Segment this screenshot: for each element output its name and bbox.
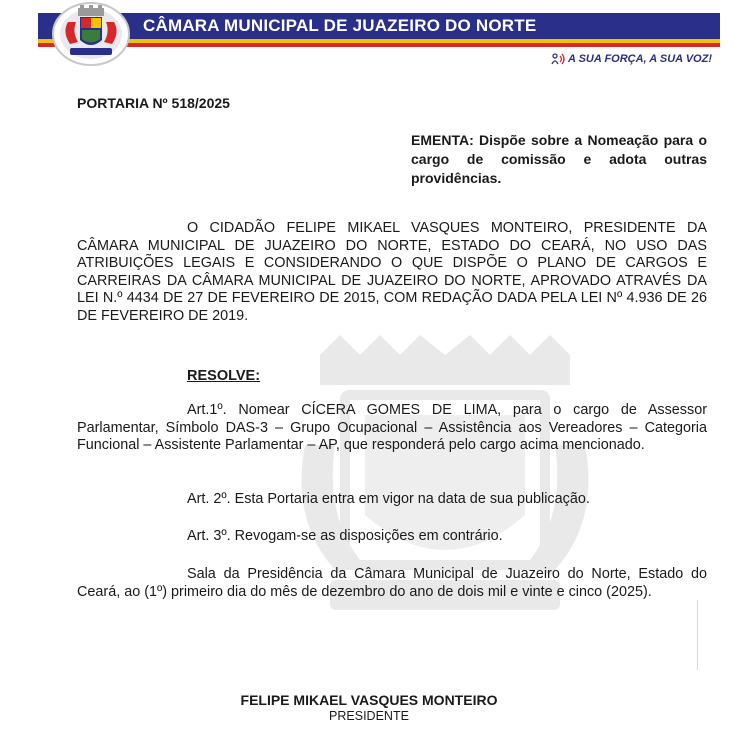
closing-paragraph: Sala da Presidência da Câmara Municipal de Juazeiro do Norte, Estado do Ceará, ao (1º) primeiro dia do mês de dezembro do ano de dois mil e vinte e cinco (2025). — [77, 566, 707, 600]
signatory-role: PRESIDENTE — [329, 709, 409, 723]
header-title: CÂMARA MUNICIPAL DE JUAZEIRO DO NORTE — [143, 16, 537, 35]
people-icon — [551, 53, 565, 65]
margin-line — [697, 600, 698, 670]
resolve-heading: RESOLVE: — [187, 368, 261, 384]
article-3: Art. 3º. Revogam-se as disposições em contrário. — [187, 528, 503, 544]
slogan — [551, 53, 712, 65]
document-title: PORTARIA Nº 518/2025 — [77, 95, 230, 111]
slogan-text: A SUA FORÇA, A SUA VOZ! — [567, 53, 712, 65]
header-stripe-red — [38, 43, 720, 47]
ementa: EMENTA: Dispõe sobre a Nomeação para o cargo de comissão e adota outras providências. — [411, 132, 707, 186]
preamble-paragraph: O CIDADÃO FELIPE MIKAEL VASQUES MONTEIRO, PRESIDENTE DA CÂMARA MUNICIPAL DE JUAZEIRO DO NORTE, ESTADO DO CEARÁ, NO USO DAS ATRIBUIÇÕES LEGAIS E CONSIDERANDO O QUE DISPÕE O PLANO DE CARGOS E CARREIRAS DA CÂMARA MUNICIPAL DE JUAZEIRO DO NORTE, APROVADO ATRAVÉS DA LEI N.º 4434 DE 27 DE FEVEREIRO DE 2015, COM REDAÇÃO DADA PELA LEI Nº 4.936 DE 26 DE FEVEREIRO DE 2019. — [77, 220, 707, 324]
municipal-seal-logo — [52, 2, 130, 66]
article-2: Art. 2º. Esta Portaria entra em vigor na data de sua publicação. — [187, 491, 590, 507]
signatory-name: FELIPE MIKAEL VASQUES MONTEIRO — [240, 692, 498, 708]
article-1: Art.1º. Nomear CÍCERA GOMES DE LIMA, para o cargo de Assessor Parlamentar, Símbolo DAS-3 – Grupo Ocupacional – Assistência aos Vereadores – Categoria Funcional – Assistente Parlamentar – AP, que responderá pelo cargo acima mencionado. — [77, 402, 707, 454]
